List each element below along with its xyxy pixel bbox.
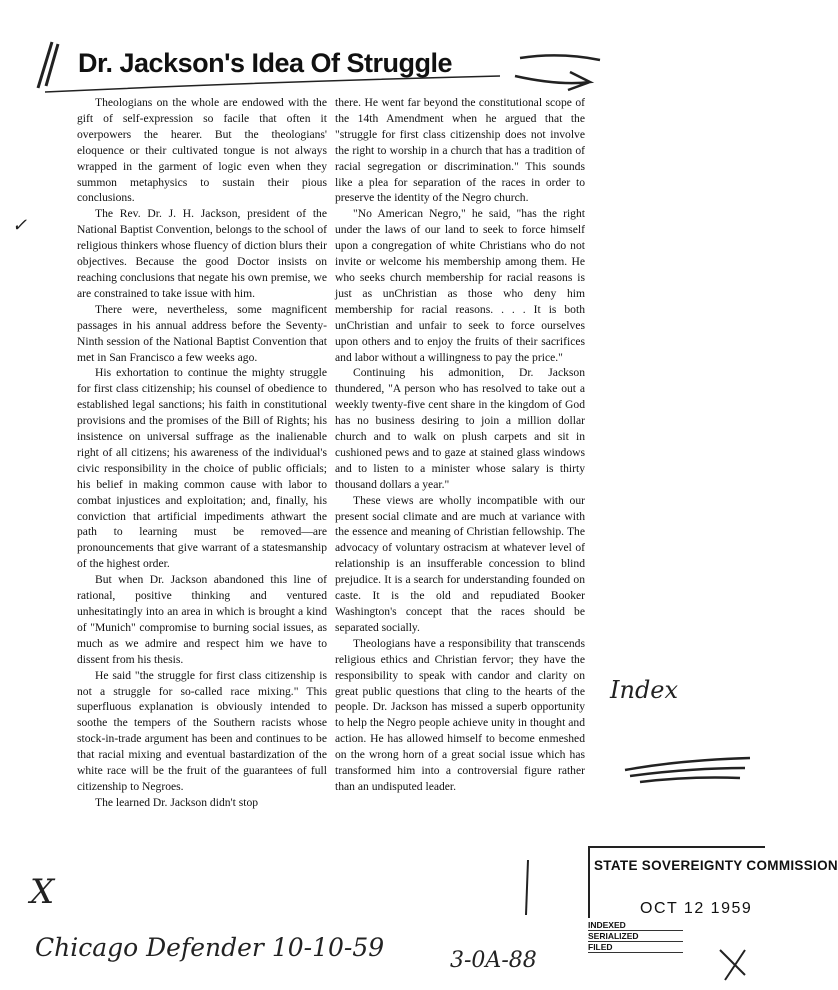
paragraph: The learned Dr. Jackson didn't stop bbox=[95, 795, 259, 809]
paragraph: Continuing his admonition, Dr. Jackson thundered, "A person who has resolved to take out a weekly twenty-five cent share in the kingdom of God has no business desiring to join a million dollar church and to walk on plush carpets and sit in cushioned pews and to gaze at stained glass windows and to listen to a minister whose salary is thirty thousand dollars a year." bbox=[335, 366, 585, 491]
index-line: INDEXED bbox=[588, 920, 683, 931]
index-check-mark bbox=[720, 950, 745, 980]
commission-stamp bbox=[588, 846, 838, 918]
paragraph: His exhortation to continue the mighty struggle for first class citizenship; his counsel of obedience to established legal sanctions; his faith in constitutional provisions and the promises of the Bill of Rights; his insistence on universal suffrage as the inalienable right of all citizens; his awareness of the individual's civic responsibility in the choice of public officials; his belief in making common cause with labor to combat injustices and exploitation; and, finally, his conviction that artificial impediments athwart the path to learning must be removed—are pronouncements that give warrant of a statesmanship of the highest order. bbox=[77, 366, 327, 571]
arrow-scribble-mark bbox=[515, 55, 600, 90]
handwritten-x: X bbox=[30, 872, 55, 912]
paragraph: But when Dr. Jackson abandoned this line of rational, positive thinking and ventured unhesitatingly into an area in which is brought a kind of "Munich" compromise to burning social issues, as much as we admire and respect him we have to dissent from his thesis. bbox=[77, 573, 327, 666]
title-slash-mark bbox=[38, 42, 58, 88]
handwritten-source: Chicago Defender 10-10-59 bbox=[35, 933, 385, 962]
paragraph: There were, nevertheless, some magnificent passages in his annual address before the Seventy-Ninth session of the National Baptist Convention that met in San Francisco a few weeks ago. bbox=[77, 302, 327, 364]
article-title: Dr. Jackson's Idea Of Struggle bbox=[78, 48, 453, 78]
index-line: FILED bbox=[588, 942, 683, 953]
paragraph: These views are wholly incompatible with our present social climate and are much at variance with the essence and meaning of Christian fellowship. The advocacy of voluntary ostracism at whatever level of relationship is an insufferable concession to blind prejudice. It is a search for understanding founded on caste. It is the old and repudiated Booker Washington's concept that the races should be separated socially. bbox=[335, 493, 585, 634]
paragraph: "No American Negro," he said, "has the right under the laws of our land to seek to force himself upon a congregation of white Christians who do not invite or welcome his membership among them. He who seeks church membership for racial reasons is just as unChristian as those who deny him membership for racial reasons. . . . It is both unChristian and unfair to seek to force ourselves upon others and to enjoy the fruits of their sacrifices and labor without a willingness to pay the price." bbox=[335, 207, 585, 364]
paragraph: He said "the struggle for first class citizenship is not a struggle for so-called race mixing." This superfluous explanation is obviously intended to soothe the tempers of the Southern racists whose stock-in-trade argument has been and continues to be that racial mixing and eventual bastardization of the white race will be the fruit of the guarantees of full citizenship to Negroes. bbox=[77, 668, 327, 793]
handwritten-check: ✓ bbox=[12, 215, 28, 236]
handwritten-file-number: 3-0A-88 bbox=[450, 948, 537, 973]
paragraph: The Rev. Dr. J. H. Jackson, president of the National Baptist Convention, belongs to the school of religious thinkers whose fluency of diction blurs their objectives. Because the good Doctor insists on reaching conclusions that negate his own premise, we are constrained to take issue with him. bbox=[77, 207, 327, 300]
left-column bbox=[77, 95, 327, 811]
right-column bbox=[335, 95, 585, 795]
paragraph: there. He went far beyond the constitutional scope of the 14th Amendment when he argued that the "struggle for first class citizenship does not involve the right to worship in a church that has a tradition of racial segregation or discrimination." This sounds like a plea for separation of the races in order to preserve the identity of the Negro church. bbox=[335, 96, 585, 205]
index-stamp bbox=[588, 920, 683, 953]
stamp-date: OCT 12 1959 bbox=[640, 900, 753, 917]
index-line: SERIALIZED bbox=[588, 931, 683, 942]
paragraph: Theologians have a responsibility that transcends religious ethics and Christian fervor; they have the responsibility to speak with candor and clarity on great public questions that cling to the hearts of the people. Dr. Jackson has missed a superb opportunity to help the Negro people achieve unity in thought and action. He has allowed himself to become enmeshed on the wrong horn of a great social issue which has transformed him into a controversial figure rather than an undisputed leader. bbox=[335, 636, 585, 793]
handwritten-index-note: Index bbox=[610, 676, 679, 704]
stamp-agency: STATE SOVEREIGNTY COMMISSION bbox=[594, 858, 838, 873]
margin-scribble-mark bbox=[625, 758, 750, 782]
margin-bracket-mark bbox=[526, 860, 528, 915]
paragraph: Theologians on the whole are endowed with the gift of self-expression so facile that often it overpowers the hearer. But the theologians' eloquence or their cultivated tongue is not always wrapped in the garment of logic even when they summon metaphysics to sustain their pious conclusions. bbox=[77, 96, 327, 205]
